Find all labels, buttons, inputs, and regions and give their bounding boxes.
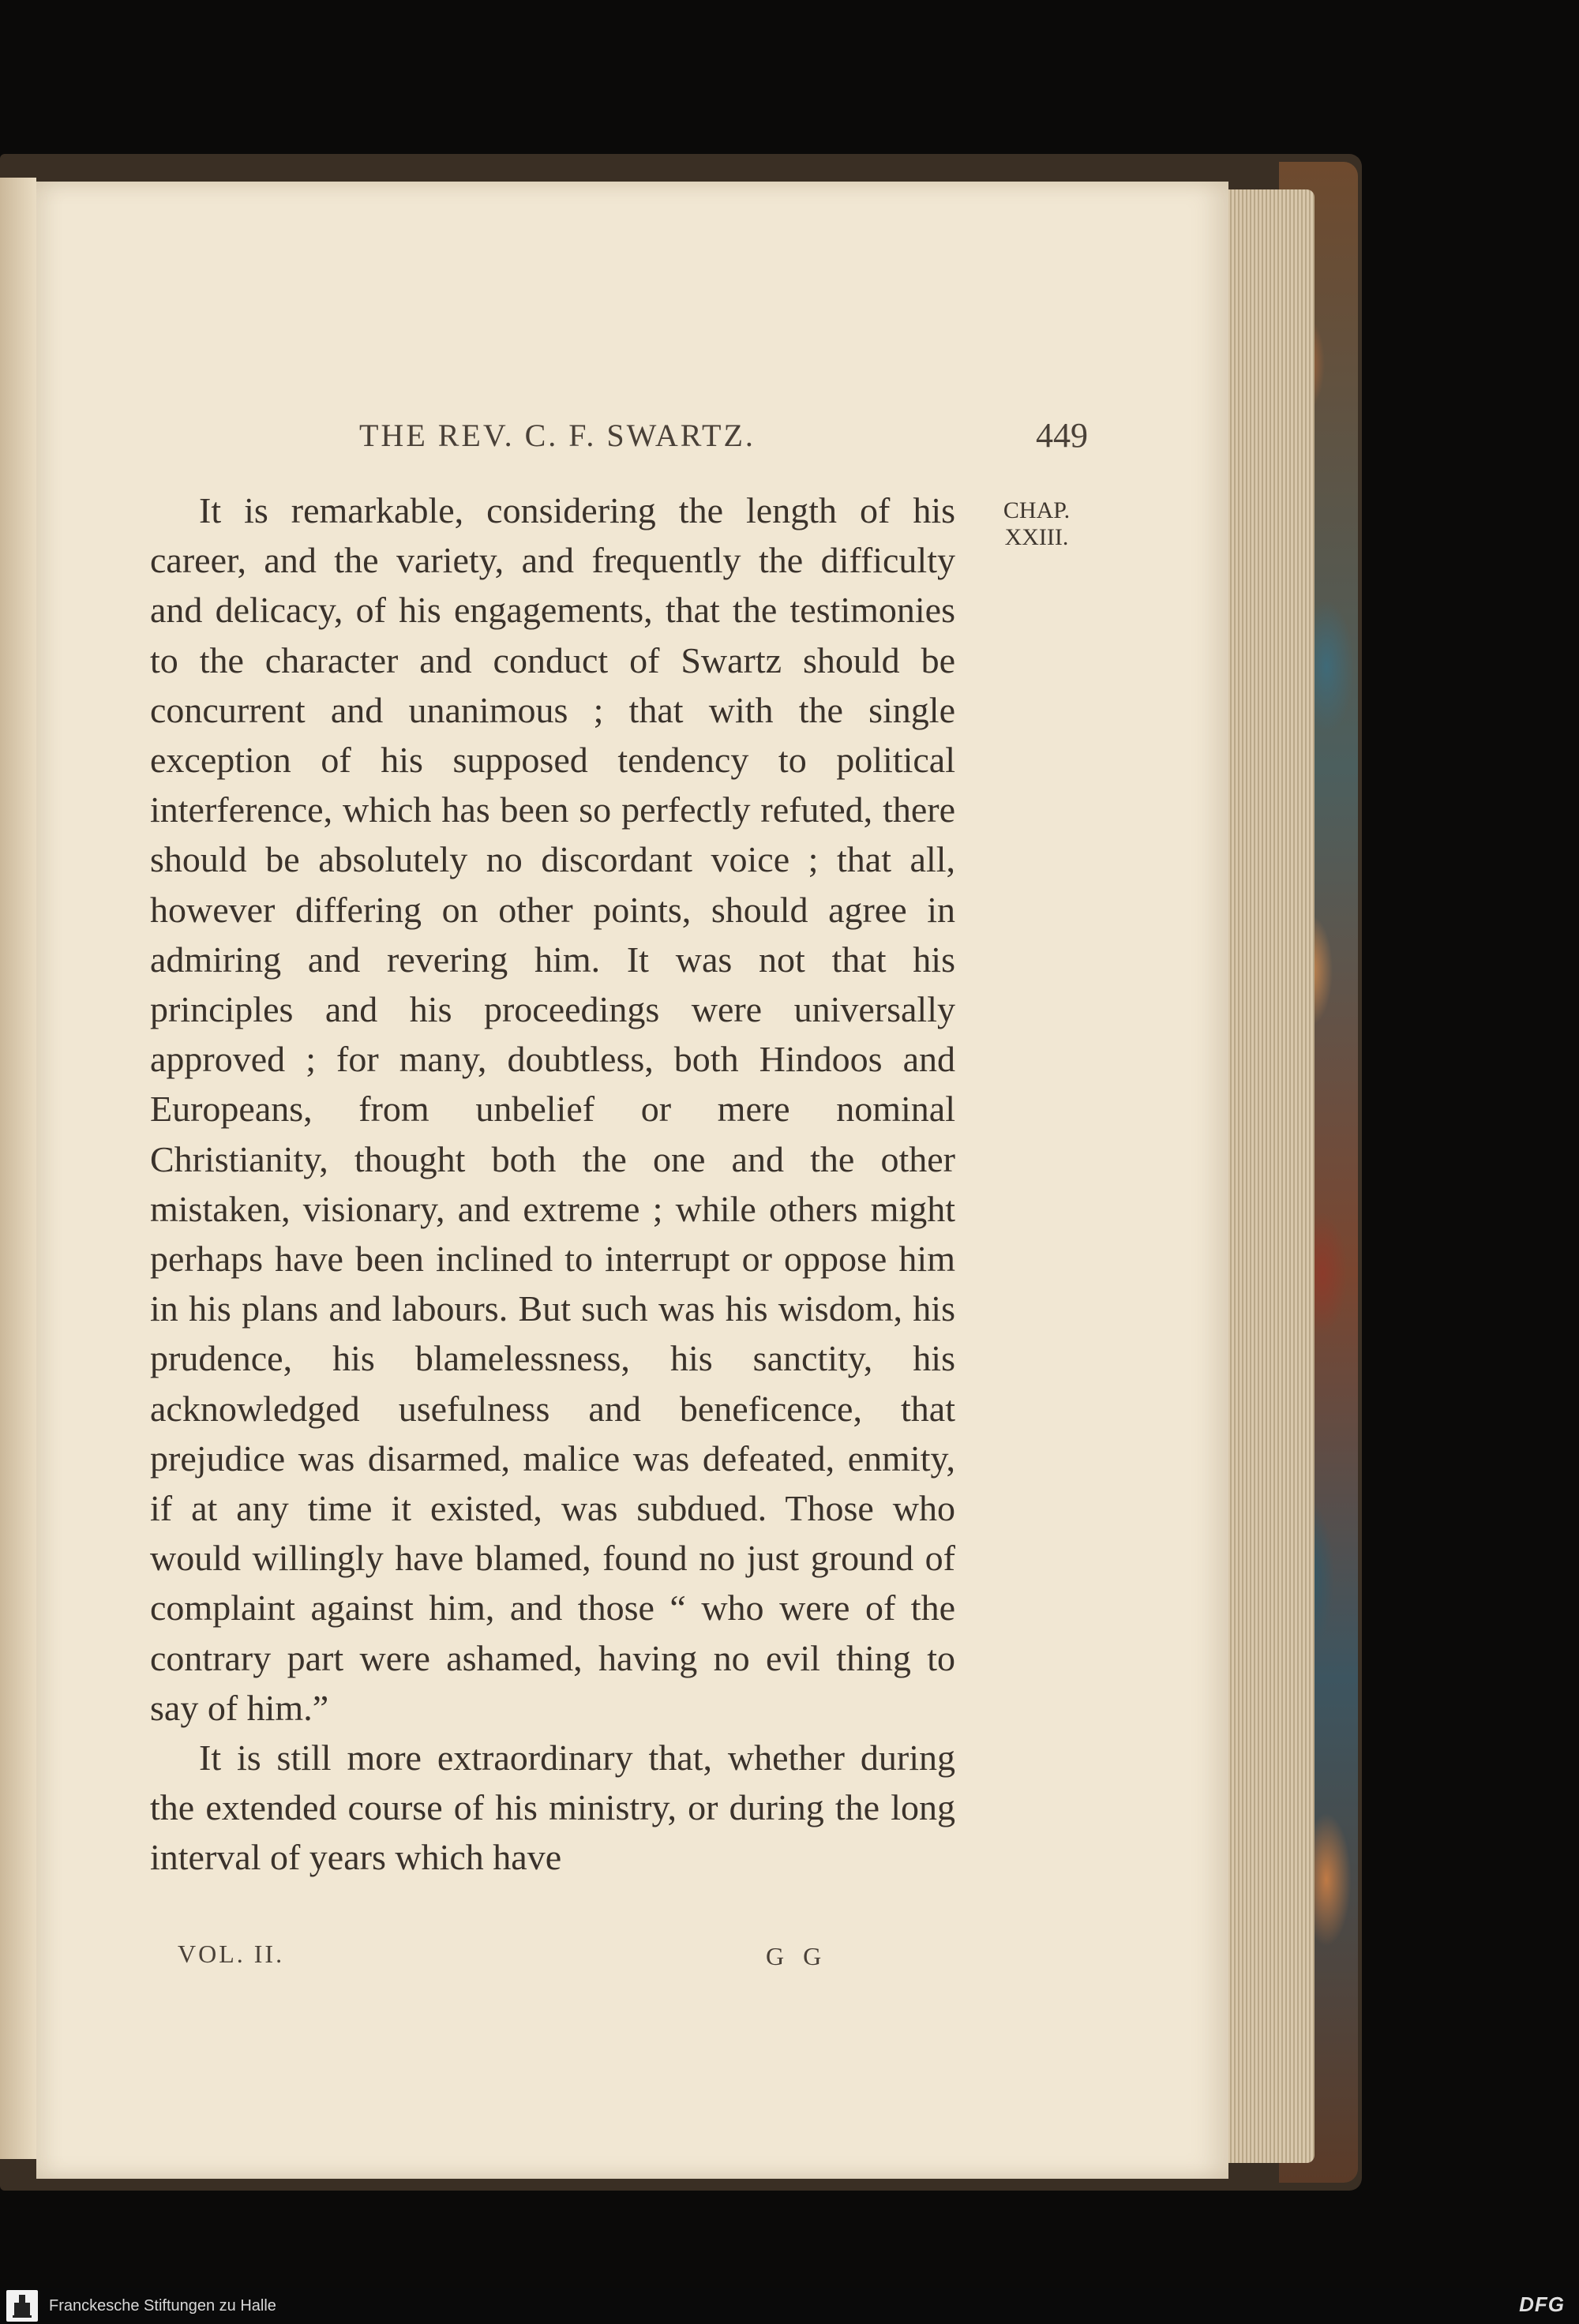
- body-text: [150, 485, 955, 1883]
- running-head: THE REV. C. F. SWARTZ.: [359, 418, 756, 453]
- page-number: 449: [1036, 416, 1088, 455]
- footer-volume: VOL. II.: [178, 1940, 285, 1968]
- chapter-number: XXIII.: [1004, 524, 1069, 550]
- institution-logo-icon: [6, 2290, 38, 2322]
- dfg-logo: DFG: [1519, 2292, 1565, 2316]
- footer-signature: G G: [766, 1942, 828, 1970]
- gutter-left-page: [0, 178, 36, 2159]
- building-icon: [11, 2293, 33, 2318]
- chapter-margin-note: [985, 497, 1088, 551]
- institution-name: Franckesche Stiftungen zu Halle: [49, 2296, 276, 2315]
- chapter-label: CHAP.: [1003, 497, 1071, 523]
- credit-strip: [0, 2288, 1579, 2324]
- page-edges: [1220, 189, 1315, 2163]
- paragraph-2: It is still more extraordinary that, whether during the extended course of his ministry, or during the long interval of years which have: [150, 1737, 955, 1878]
- paragraph-1: It is remarkable, considering the length of his career, and the variety, and frequently the difficulty and delicacy, of his engagements, that the testimonies to the character and conduct of Swartz should be concurrent and unanimous ; that with the single exception of his supposed tendency to political interference, which has been so perfectly refuted, there should be absolutely no discordant voice ; that all, however differing on other points, should agree in admiring and revering him. It was not that his principles and his proceedings were universally approved ; for many, doubtless, both Hindoos and Europeans, from unbelief or mere nominal Christianity, thought both the one and the other mistaken, visionary, and extreme ; while others might perhaps have been inclined to interrupt or oppose him in his plans and labours. But such was his wisdom, his prudence, his blamelessness, his sanctity, his acknowledged usefulness and beneficence, that prejudice was disarmed, malice was defeated, enmity, if at any time it existed, was subdued. Those who would willingly have blamed, found no just ground of complaint against him, and those “ who were of the contrary part were ashamed, having no evil thing to say of him.”: [150, 490, 955, 1728]
